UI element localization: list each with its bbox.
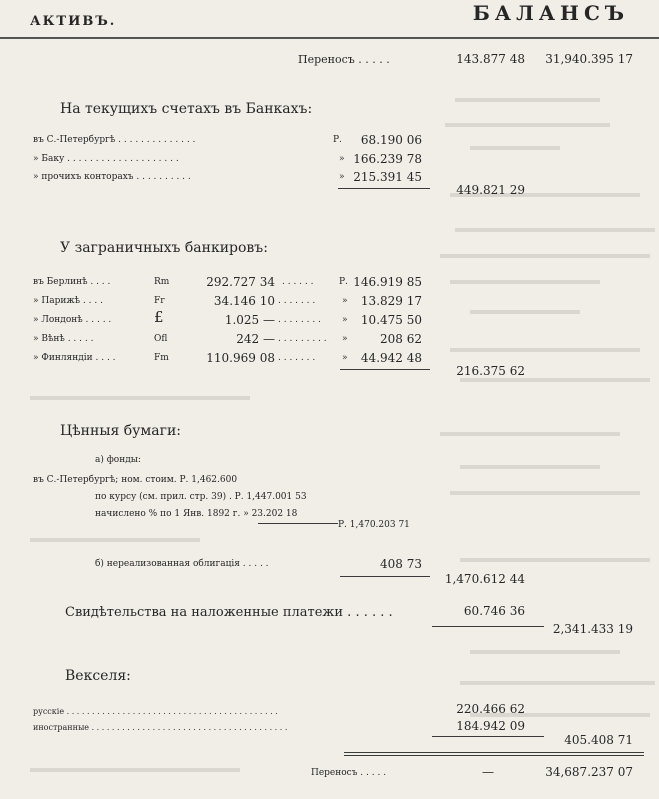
bank-row-currency: Р.: [333, 135, 342, 145]
securities-accrued-rule: [258, 523, 338, 524]
securities-bond-amount: 408 73: [380, 557, 422, 571]
bills-row-amount: 220.466 62: [456, 702, 525, 716]
certificates-rule: [432, 626, 544, 627]
foreign-row-foreign-amount: 34.146 10: [213, 294, 275, 308]
carry-over-bottom-amount: 34,687.237 07: [545, 765, 633, 779]
securities-funds-total: Р. 1,470.203 71: [338, 520, 410, 530]
foreign-row-dots: . . . . . . . . .: [278, 334, 327, 344]
header-rule: [0, 37, 659, 39]
foreign-row-amount: 10.475 50: [360, 313, 422, 327]
certificates-amount: 60.746 36: [463, 604, 525, 618]
bank-accounts-heading: На текущихъ счетахъ въ Банкахъ:: [60, 101, 313, 117]
foreign-bankers-heading: У заграничныхъ банкировъ:: [60, 240, 268, 256]
carry-over-bottom-label: Переносъ . . . . .: [311, 768, 387, 778]
page-header-right-title: БАЛАНСЪ: [472, 1, 629, 25]
carry-over-top-label: Переносъ . . . . .: [298, 53, 390, 66]
foreign-row-label: » Вѣнѣ . . . . .: [33, 334, 94, 344]
foreign-row-currency: »: [342, 315, 348, 325]
bills-total: 405.408 71: [564, 733, 633, 747]
securities-sub-b: б) нереализованная облигація . . . . .: [95, 559, 269, 569]
foreign-row-amount: 13.829 17: [360, 294, 422, 308]
securities-sub-a: а) фонды:: [95, 455, 141, 465]
foreign-row-foreign-amount: 242 —: [236, 332, 275, 346]
securities-total: 1,470.612 44: [444, 572, 525, 586]
foreign-row-label: » Парижѣ . . . .: [33, 296, 103, 306]
certificates-label: Свидѣтельства на наложенные платежи . . . . . .: [65, 605, 393, 620]
bank-row-label: » Баку . . . . . . . . . . . . . . . . . . . .: [33, 154, 179, 164]
foreign-row-unit: Fm: [154, 353, 169, 363]
foreign-row-dots: . . . . . . .: [278, 296, 316, 306]
securities-rate-line: по курсу (см. прил. стр. 39) . Р. 1,447.001 53: [95, 492, 307, 502]
foreign-row-label: въ Берлинѣ . . . .: [33, 277, 111, 287]
foreign-row-dots: . . . . . . . .: [278, 315, 321, 325]
securities-heading: Цѣнныя бумаги:: [60, 423, 182, 439]
bank-row-label: въ С.-Петербургѣ . . . . . . . . . . . . . .: [33, 135, 196, 145]
foreign-row-label: » Финляндіи . . . .: [33, 353, 116, 363]
bank-accounts-total: 449.821 29: [456, 183, 525, 197]
foreign-row-currency: »: [342, 296, 348, 306]
foreign-row-currency: Р.: [339, 277, 348, 287]
carry-over-top-amount2: 31,940.395 17: [545, 52, 633, 66]
carry-over-bottom-dash: —: [482, 765, 494, 779]
bank-row-amount: 166.239 78: [353, 152, 422, 166]
foreign-row-foreign-amount: 110.969 08: [206, 351, 275, 365]
foreign-row-currency: »: [342, 353, 348, 363]
bank-row-currency: »: [339, 154, 345, 164]
certificates-group-total: 2,341.433 19: [552, 622, 633, 636]
bills-sum-rule: [432, 736, 544, 737]
final-double-rule-bottom: [344, 755, 644, 756]
foreign-row-amount: 146.919 85: [353, 275, 422, 289]
page-header-left-title: АКТИВЪ.: [30, 14, 117, 29]
foreign-row-amount: 208 62: [380, 332, 422, 346]
foreign-row-foreign-amount: 1.025 —: [224, 313, 275, 327]
foreign-row-dots: . . . . . .: [282, 277, 314, 287]
foreign-row-unit: Rm: [154, 277, 170, 287]
bills-row-amount: 184.942 09: [456, 719, 525, 733]
foreign-row-unit: Fr: [154, 296, 165, 306]
foreign-row-unit: £: [154, 308, 164, 326]
bills-heading: Векселя:: [65, 668, 131, 684]
carry-over-top-amount1: 143.877 48: [456, 52, 525, 66]
bills-row-label: иностранные . . . . . . . . . . . . . . . . . . . . . . . . . . . . . . . . . . . . . . .: [33, 723, 288, 732]
bank-row-amount: 68.190 06: [360, 133, 422, 147]
bank-row-currency: »: [339, 172, 345, 182]
foreign-row-label: » Лондонѣ . . . . .: [33, 315, 112, 325]
foreign-row-unit: Ofl: [154, 334, 168, 344]
bank-row-label: » прочихъ конторахъ . . . . . . . . . .: [33, 172, 191, 182]
foreign-bankers-sum-rule: [340, 369, 430, 370]
securities-accrued-line: начислено % по 1 Янв. 1892 г. » 23.202 18: [95, 509, 298, 519]
bank-accounts-sum-rule: [338, 188, 430, 189]
securities-spb-line: въ С.-Петербургѣ; ном. стоим. Р. 1,462.600: [33, 475, 238, 485]
securities-sum-rule: [340, 576, 430, 577]
foreign-row-foreign-amount: 292.727 34: [206, 275, 275, 289]
bank-row-amount: 215.391 45: [353, 170, 422, 184]
final-double-rule-top: [344, 752, 644, 753]
bills-row-label: русскіе . . . . . . . . . . . . . . . . . . . . . . . . . . . . . . . . . . . . . . . . . .: [33, 707, 278, 716]
foreign-row-dots: . . . . . . .: [278, 353, 316, 363]
foreign-row-currency: »: [342, 334, 348, 344]
foreign-bankers-total: 216.375 62: [456, 364, 525, 378]
foreign-row-amount: 44.942 48: [360, 351, 422, 365]
